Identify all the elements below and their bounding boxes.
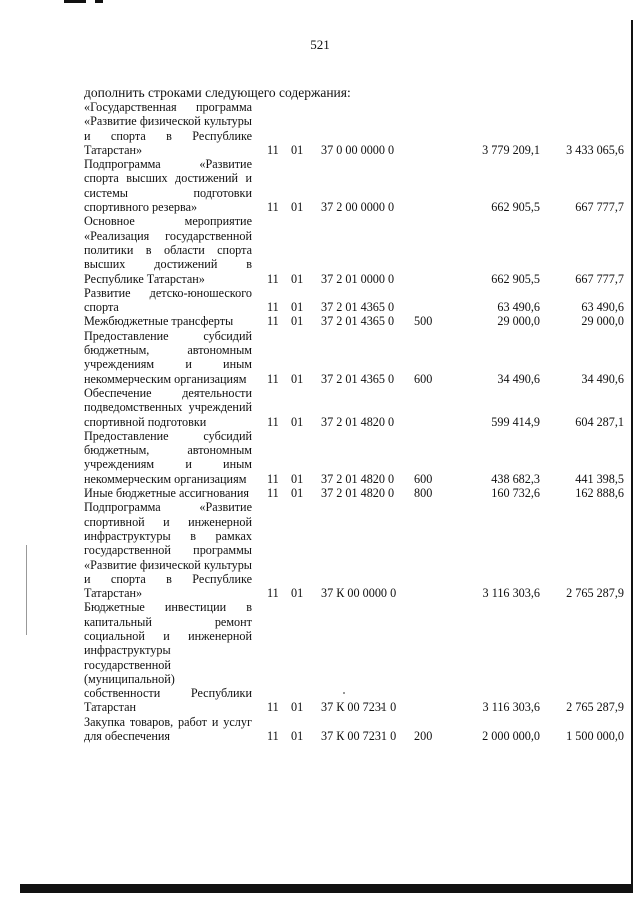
amount-year-1: 3 116 303,6 [482,700,540,715]
subsection-code: 01 [291,486,304,501]
subsection-code: 01 [291,471,304,486]
row-name: Подпрограмма «Развитие спортивной и инженерной инфраструктуры в рамках государственной программы «Развитие физической культуры и спорта в Республике Татарстан» [84,500,252,601]
target-item-code: 37 2 01 4820 0 [321,471,395,486]
section-code: 11 [267,142,279,157]
intro-text: дополнить строками следующего содержания: [84,85,351,100]
table-row [84,314,624,328]
table-row [84,429,624,486]
subsection-code: 01 [291,300,304,315]
table-row [84,386,624,429]
table-row [84,500,624,600]
subsection-code: 01 [291,729,304,744]
section-code: 11 [267,271,279,286]
scan-edge-bottom [20,884,633,893]
subsection-code: 01 [291,200,304,215]
row-name: Закупка товаров, работ и услуг для обеспечения [84,714,252,744]
subsection-code: 01 [291,271,304,286]
table-row [84,715,624,744]
subsection-code: 01 [291,314,304,329]
expense-type-code: 800 [414,486,433,501]
row-name: Бюджетные инвестиции в капитальный ремонт социальной и инженерной инфраструктуры государственной (муниципальной) собственности Республики Татарстан [84,600,252,715]
page-number: 521 [310,37,330,52]
amount-year-1: 599 414,9 [491,414,540,429]
table-row [84,486,624,500]
table-row [84,329,624,386]
subsection-code: 01 [291,700,304,715]
top-edge-mark [64,0,86,3]
row-name: Предоставление субсидий бюджетным, автономным учреждениям и иным некоммерческим организациям [84,428,252,486]
section-code: 11 [267,300,279,315]
section-code: 11 [267,729,279,744]
section-code: 11 [267,314,279,329]
expense-type-code: 200 [414,729,433,744]
amount-year-2: 2 765 287,9 [566,700,624,715]
expense-type-code: 600 [414,371,433,386]
amount-year-1: 438 682,3 [491,471,540,486]
amount-year-2: 604 287,1 [575,414,624,429]
amount-year-2: 667 777,7 [575,271,624,286]
target-item-code: 37 К 00 0000 0 [321,586,397,601]
amount-year-2: 1 500 000,0 [566,729,624,744]
expense-type-code: 600 [414,471,433,486]
table-row [84,214,624,285]
amount-year-2: 3 433 065,6 [566,142,624,157]
target-item-code: 37 2 00 0000 0 [321,200,395,215]
subsection-code: 01 [291,586,304,601]
target-item-code: 37 2 01 4365 0 [321,300,395,315]
top-edge-mark [95,0,103,3]
target-item-code: 37 2 01 4820 0 [321,486,395,501]
amount-year-2: 34 490,6 [581,371,624,386]
amount-year-1: 160 732,6 [491,486,540,501]
row-name: Основное мероприятие «Реализация государственной политики в области спорта высших достижений в Республике Татарстан» [84,214,252,286]
table-row [84,600,624,714]
subsection-code: 01 [291,414,304,429]
section-code: 11 [267,486,279,501]
target-item-code: 37 0 00 0000 0 [321,142,395,157]
subsection-code: 01 [291,371,304,386]
row-name: Предоставление субсидий бюджетным, автономным учреждениям и иным некоммерческим организациям [84,328,252,386]
scan-edge-left-line [26,545,27,635]
amount-year-1: 662 905,5 [491,200,540,215]
section-code: 11 [267,200,279,215]
row-name: Межбюджетные трансферты [84,314,234,329]
amount-year-1: 63 490,6 [497,300,540,315]
amount-year-2: 63 490,6 [581,300,624,315]
target-item-code: 37 2 01 4820 0 [321,414,395,429]
table-row [84,286,624,315]
target-item-code: 37 К 00 7231 0 [321,700,397,715]
amount-year-1: 662 905,5 [491,271,540,286]
amount-year-2: 29 000,0 [581,314,624,329]
table-row [84,157,624,214]
target-item-code: 37 К 00 7231 0 [321,729,397,744]
row-name: Развитие детско-юношеского спорта [84,285,252,315]
row-name: Подпрограмма «Развитие спорта высших достижений и системы подготовки спортивного резерва» [84,157,252,215]
section-code: 11 [267,414,279,429]
section-code: 11 [267,700,279,715]
amount-year-1: 3 779 209,1 [482,142,540,157]
amount-year-1: 29 000,0 [497,314,540,329]
section-code: 11 [267,371,279,386]
subsection-code: 01 [291,142,304,157]
scan-edge-right [631,20,633,886]
budget-table [84,100,624,743]
row-name: Обеспечение деятельности подведомственных учреждений спортивной подготовки [84,385,252,429]
table-row [84,100,624,157]
section-code: 11 [267,471,279,486]
expense-type-code: 500 [414,314,433,329]
amount-year-1: 34 490,6 [497,371,540,386]
target-item-code: 37 2 01 4365 0 [321,314,395,329]
section-code: 11 [267,586,279,601]
amount-year-2: 667 777,7 [575,200,624,215]
amount-year-1: 2 000 000,0 [482,729,540,744]
amount-year-2: 441 398,5 [575,471,624,486]
amount-year-1: 3 116 303,6 [482,586,540,601]
amount-year-2: 162 888,6 [575,486,624,501]
row-name: Иные бюджетные ассигнования [84,486,250,501]
row-name: «Государственная программа «Развитие физической культуры и спорта в Республике Татарстан» [84,100,252,157]
target-item-code: 37 2 01 0000 0 [321,271,395,286]
amount-year-2: 2 765 287,9 [566,586,624,601]
target-item-code: 37 2 01 4365 0 [321,371,395,386]
